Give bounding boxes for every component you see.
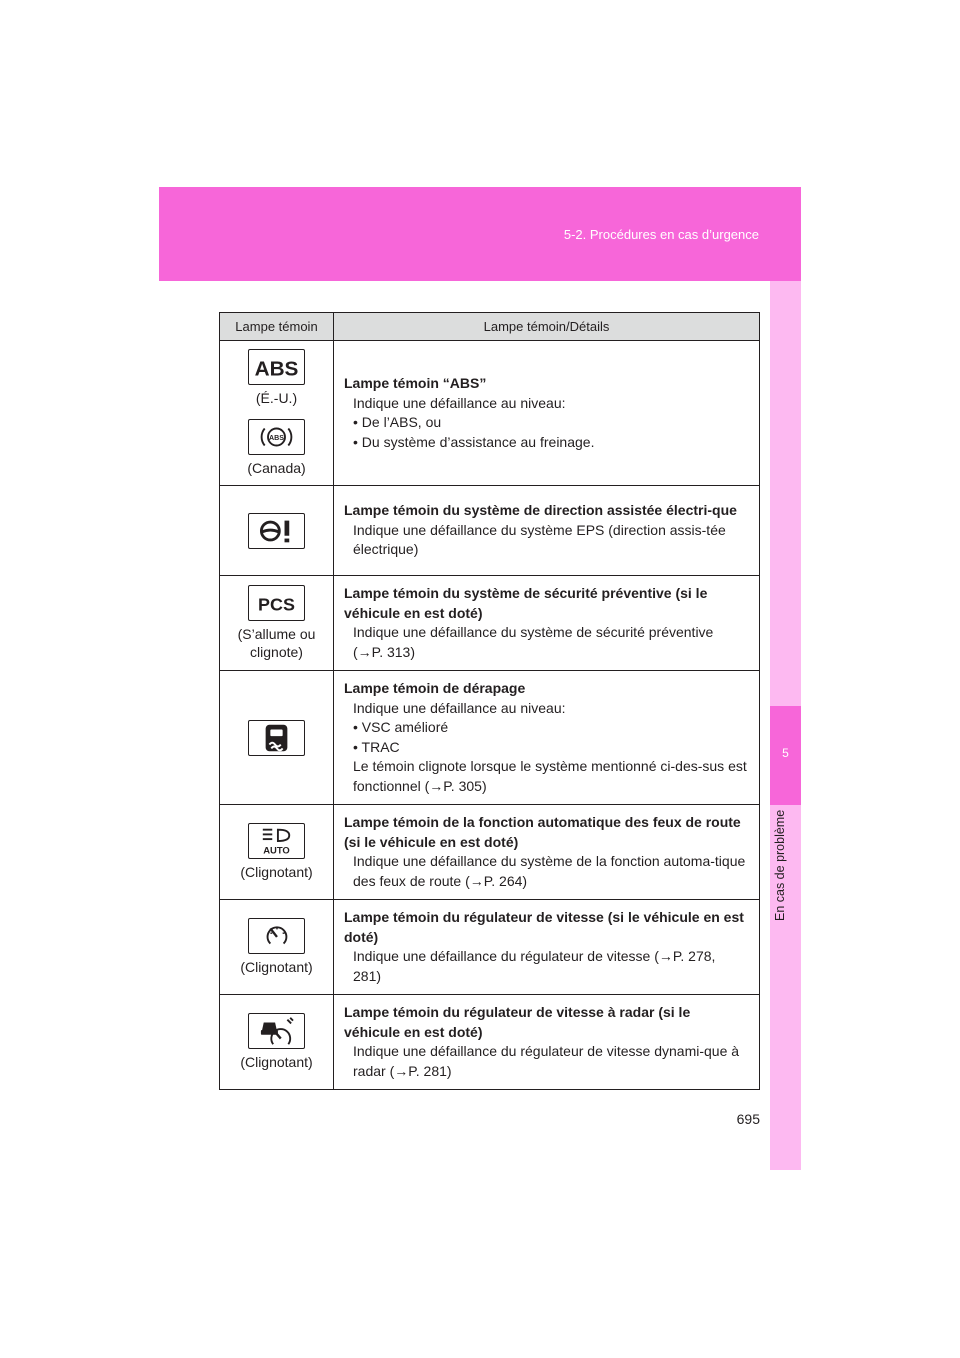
svg-text:ABS: ABS bbox=[254, 357, 299, 381]
icon-label: (É.-U.) bbox=[255, 390, 298, 406]
page-number: 695 bbox=[736, 1111, 760, 1127]
lamp-bullet: • VSC amélioré bbox=[353, 719, 449, 735]
lamp-detail-cell bbox=[334, 671, 760, 805]
lamp-description: Indique une défaillance du régulateur de vitesse (→P. 278, 281) bbox=[353, 948, 716, 984]
lamp-bullet: • TRAC bbox=[353, 738, 400, 755]
column-header-lamp: Lampe témoin bbox=[220, 313, 334, 341]
lamp-detail-cell bbox=[334, 341, 760, 486]
lamp-detail-cell bbox=[334, 995, 760, 1090]
lamp-icon-cell bbox=[220, 805, 334, 900]
table-row bbox=[220, 805, 760, 900]
table-header-row bbox=[220, 313, 760, 341]
header-band bbox=[159, 187, 801, 281]
lamp-bullet: • Du système d’assistance au freinage. bbox=[353, 433, 595, 450]
auto-high-beam-icon bbox=[248, 823, 305, 859]
lamp-bullet: • De l’ABS, ou bbox=[353, 414, 442, 430]
lamp-title: Lampe témoin du système de direction assistée électri-que bbox=[344, 502, 737, 519]
lamp-icon-cell bbox=[220, 671, 334, 805]
radar-cruise-icon bbox=[248, 1013, 305, 1049]
skid-icon bbox=[248, 720, 305, 756]
chapter-number: 5 bbox=[782, 746, 789, 760]
lamp-icon-cell bbox=[220, 486, 334, 576]
icon-label: (Canada) bbox=[247, 460, 306, 476]
lamp-description: Indique une défaillance du régulateur de vitesse dynami-que à radar (→P. 281) bbox=[353, 1043, 740, 1079]
lamp-note: Le témoin clignote lorsque le système mentionné ci-des-sus est fonctionnel (→P. 305) bbox=[353, 758, 747, 794]
lamp-detail-cell bbox=[334, 486, 760, 576]
abs-text-icon bbox=[248, 349, 305, 385]
lamp-icon-cell bbox=[220, 900, 334, 995]
chapter-title: En cas de problème bbox=[773, 810, 787, 922]
lamp-icon-cell bbox=[220, 341, 334, 486]
lamp-title: Lampe témoin du régulateur de vitesse (si le véhicule en est doté) bbox=[344, 909, 744, 945]
icon-label: (Clignotant) bbox=[240, 959, 313, 975]
cruise-control-icon bbox=[248, 918, 305, 954]
svg-text:PCS: PCS bbox=[258, 594, 295, 615]
warning-lamp-table bbox=[219, 312, 760, 1090]
steering-warning-icon bbox=[248, 513, 305, 549]
lamp-description: Indique une défaillance du système EPS (direction assis-tée électrique) bbox=[353, 521, 726, 558]
pcs-text-icon bbox=[248, 585, 305, 621]
lamp-title: Lampe témoin de dérapage bbox=[344, 680, 526, 696]
lamp-title: Lampe témoin de la fonction automatique des feux de route (si le véhicule en est doté) bbox=[344, 814, 741, 850]
abs-circle-icon bbox=[248, 419, 305, 455]
lamp-icon-cell bbox=[220, 576, 334, 671]
table-row bbox=[220, 900, 760, 995]
lamp-title: Lampe témoin du régulateur de vitesse à radar (si le véhicule en est doté) bbox=[344, 1004, 691, 1040]
icon-label: (S’allume ou clignote) bbox=[237, 626, 316, 660]
icon-label: (Clignotant) bbox=[240, 1054, 313, 1070]
lamp-title: Lampe témoin “ABS” bbox=[344, 375, 487, 391]
table-row bbox=[220, 486, 760, 576]
lamp-detail-cell bbox=[334, 900, 760, 995]
svg-text:ABS: ABS bbox=[269, 433, 284, 442]
lamp-description: Indique une défaillance du système de la fonction automa-tique des feux de route (→P. 264) bbox=[353, 853, 746, 889]
lamp-detail-cell bbox=[334, 805, 760, 900]
lamp-description: Indique une défaillance au niveau: bbox=[353, 699, 566, 716]
table-row bbox=[220, 341, 760, 486]
table-row bbox=[220, 576, 760, 671]
table-row bbox=[220, 671, 760, 805]
lamp-title: Lampe témoin du système de sécurité préventive (si le véhicule en est doté) bbox=[344, 585, 708, 621]
icon-label: (Clignotant) bbox=[240, 864, 313, 880]
lamp-description: Indique une défaillance du système de sécurité préventive (→P. 313) bbox=[353, 624, 714, 660]
svg-text:AUTO: AUTO bbox=[263, 845, 290, 857]
lamp-detail-cell bbox=[334, 576, 760, 671]
section-title: 5-2. Procédures en cas d’urgence bbox=[563, 227, 759, 242]
table-row bbox=[220, 995, 760, 1090]
lamp-description: Indique une défaillance au niveau: bbox=[353, 394, 566, 411]
column-header-details: Lampe témoin/Détails bbox=[334, 313, 760, 341]
lamp-icon-cell bbox=[220, 995, 334, 1090]
